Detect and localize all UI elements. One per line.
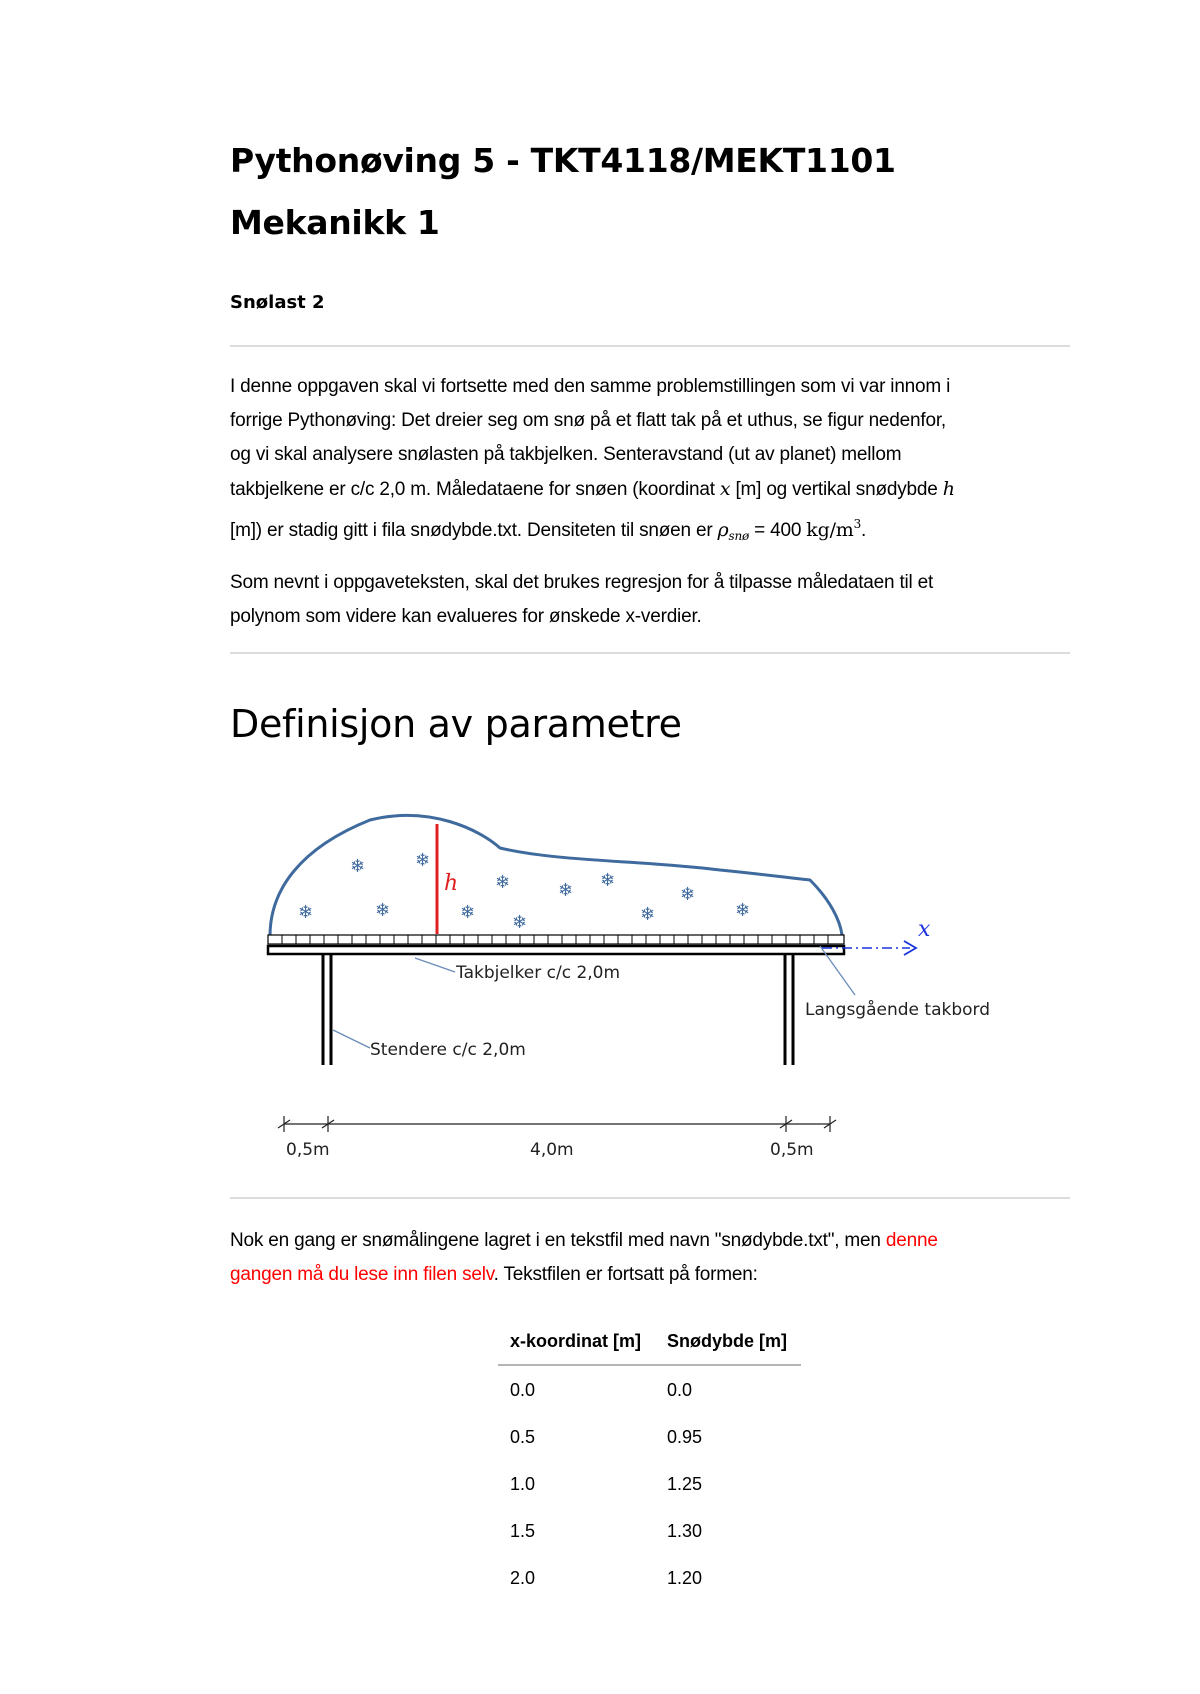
file-note-paragraph <box>230 1224 1070 1292</box>
svg-text:❄: ❄ <box>495 872 511 893</box>
svg-text:❄: ❄ <box>415 850 431 871</box>
cell-x: 0.0 <box>510 1379 536 1400</box>
page-title <box>230 130 1070 254</box>
svg-text:❄: ❄ <box>735 900 751 921</box>
file-note-line-1 <box>230 1224 1070 1258</box>
cell-x: 1.5 <box>510 1521 536 1541</box>
svg-text:❄: ❄ <box>298 902 314 923</box>
svg-text:❄: ❄ <box>512 912 528 933</box>
cell-x: 1.0 <box>510 1474 536 1494</box>
intro-text: [m] og vertikal snødybde <box>730 479 943 500</box>
column-header-depth: Snødybde [m] <box>655 1326 801 1365</box>
svg-text:❄: ❄ <box>460 902 476 923</box>
divider-1 <box>230 345 1070 347</box>
column-right <box>785 954 793 1065</box>
divider-3 <box>230 1197 1070 1199</box>
regression-paragraph <box>230 566 1070 634</box>
emphasis-text: gangen må du lese inn filen selv <box>230 1264 494 1285</box>
table-header-row <box>498 1326 801 1365</box>
svg-text:❄: ❄ <box>558 880 574 901</box>
math-h: h <box>942 478 955 500</box>
table-row <box>498 1365 801 1414</box>
column-header-x: x-koordinat [m] <box>498 1326 655 1365</box>
snowflake-icons <box>298 850 750 933</box>
intro-line-5 <box>230 507 1070 553</box>
math-x: x <box>719 478 731 500</box>
divider-2 <box>230 652 1070 654</box>
intro-line-1: I denne oppgaven skal vi fortsette med den samme problemstillingen som vi var innom i <box>230 376 951 397</box>
snow-depth-table <box>498 1326 801 1602</box>
dim-left-label: 0,5m <box>286 1140 330 1160</box>
columns-label: Stendere c/c 2,0m <box>370 1040 526 1060</box>
emphasis-text: denne <box>885 1230 938 1251</box>
h-label: h <box>444 871 459 896</box>
regression-line-1: Som nevnt i oppgaveteksten, skal det brukes regresjon for å tilpasse måledataen til et <box>230 572 934 593</box>
file-note-text: Nok en gang er snømålingene lagret i en tekstfil med navn "snødybde.txt", men <box>230 1230 886 1251</box>
intro-line-2: forrige Pythonøving: Det dreier seg om snø på et flatt tak på et uthus, se figur nedenfor, <box>230 410 947 431</box>
table-row <box>498 1555 801 1602</box>
intro-line-3: og vi skal analysere snølasten på takbjelken. Senteravstand (ut av planet) mellom <box>230 444 902 465</box>
intro-text: [m]) er stadig gitt i fila snødybde.txt. Densiteten til snøen er <box>230 520 718 541</box>
board-label: Langsgående takbord <box>805 1000 991 1020</box>
intro-text: = 400 <box>749 520 802 541</box>
svg-text:❄: ❄ <box>600 870 616 891</box>
intro-text: . <box>861 520 867 541</box>
title-line-2: Mekanikk 1 <box>230 203 440 242</box>
dim-right-label: 0,5m <box>770 1140 814 1160</box>
table-row <box>498 1461 801 1508</box>
table-row <box>498 1508 801 1555</box>
cell-depth: 0.0 <box>667 1379 693 1400</box>
math-rho-subscript: snø <box>728 529 750 543</box>
math-unit: kg/m <box>806 519 854 541</box>
svg-text:❄: ❄ <box>350 856 366 877</box>
svg-text:❄: ❄ <box>640 904 656 925</box>
section-heading: Definisjon av parametre <box>230 702 682 746</box>
x-axis-label: x <box>918 917 931 942</box>
intro-line-4 <box>230 472 1070 507</box>
dim-mid-label: 4,0m <box>530 1140 574 1160</box>
cell-x: 0.5 <box>510 1427 536 1447</box>
table-row <box>498 1414 801 1461</box>
file-note-text: . Tekstfilen er fortsatt på formen: <box>493 1264 758 1285</box>
intro-text: takbjelkene er c/c 2,0 m. Måledataene for snøen (koordinat <box>230 479 720 500</box>
beams-leader <box>415 958 455 972</box>
title-line-1: Pythonøving 5 - TKT4118/MEKT1101 <box>230 141 896 180</box>
roof-beam <box>268 946 844 954</box>
columns-leader <box>333 1030 370 1048</box>
cell-depth: 0.95 <box>667 1427 703 1447</box>
beams-label: Takbjelker c/c 2,0m <box>456 963 621 983</box>
cell-depth: 1.25 <box>667 1474 703 1494</box>
svg-text:❄: ❄ <box>375 900 391 921</box>
cell-depth: 1.20 <box>667 1568 703 1588</box>
regression-line-2: polynom som videre kan evalueres for ønskede x-verdier. <box>230 606 702 627</box>
cell-depth: 1.30 <box>667 1521 703 1541</box>
file-note-line-2 <box>230 1258 1070 1292</box>
intro-paragraph <box>230 370 1070 553</box>
snow-roof-figure <box>230 800 1070 1180</box>
svg-text:❄: ❄ <box>680 884 696 905</box>
cell-x: 2.0 <box>510 1568 536 1588</box>
math-unit-exponent: 3 <box>853 517 862 531</box>
subtitle: Snølast 2 <box>230 292 325 313</box>
column-left <box>323 954 331 1065</box>
math-rho: ρ <box>717 519 729 541</box>
